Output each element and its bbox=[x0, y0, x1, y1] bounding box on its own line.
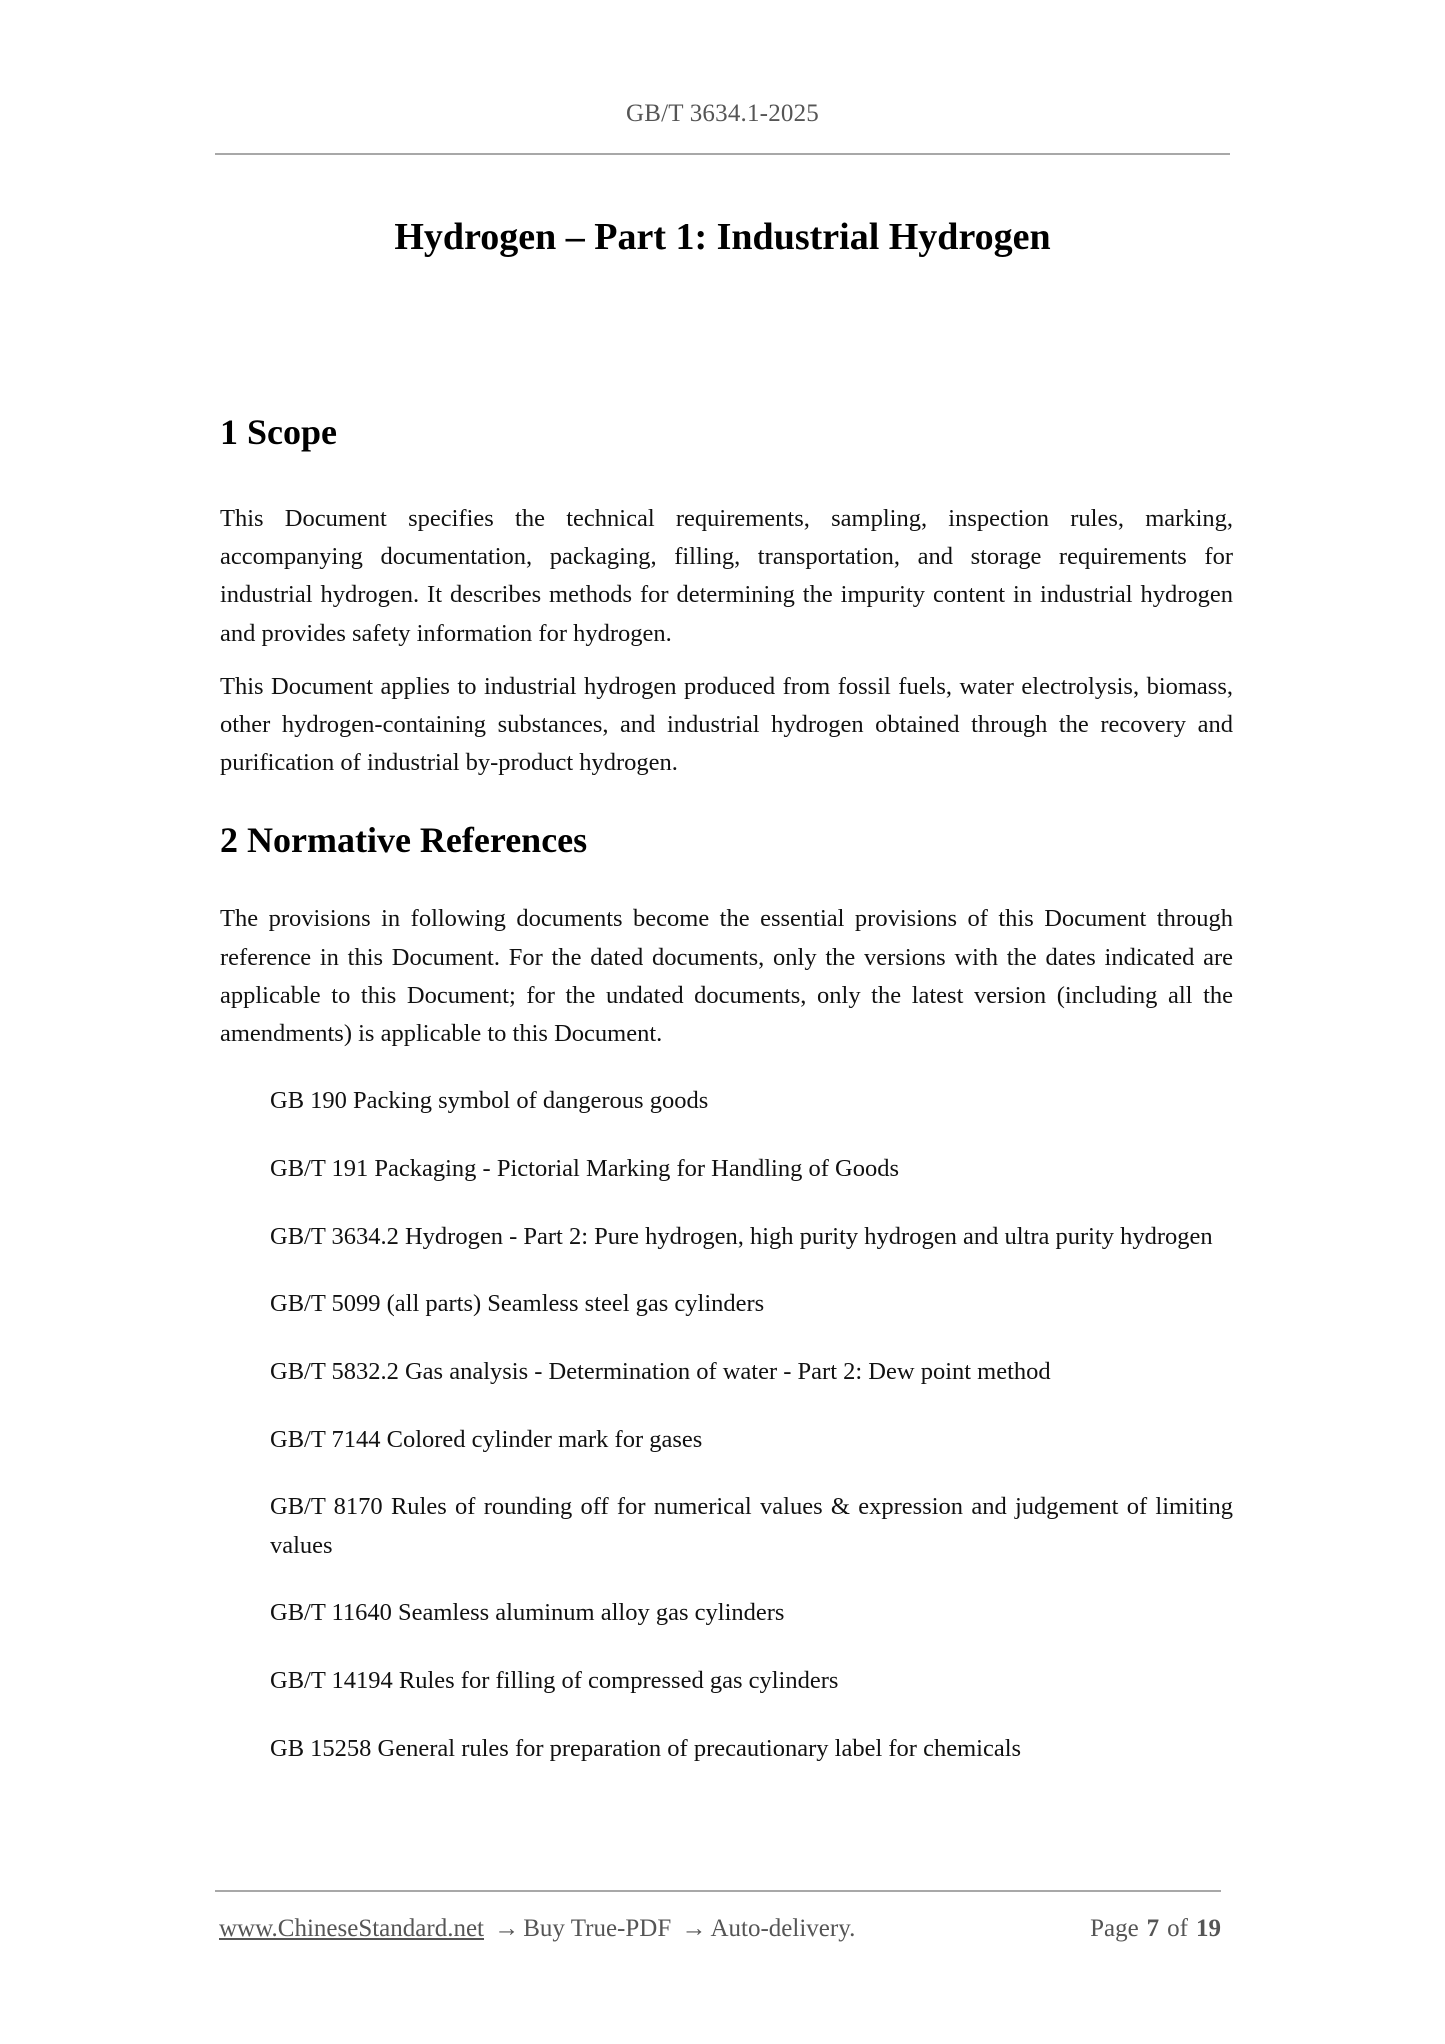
of-label: of bbox=[1167, 1915, 1188, 1942]
buy-true-pdf-text: Buy True-PDF bbox=[523, 1915, 672, 1942]
section-heading-normative-references: 2 Normative References bbox=[220, 820, 588, 861]
running-header: GB/T 3634.1-2025 bbox=[625, 100, 820, 127]
arrow-right-icon: → bbox=[681, 1915, 707, 1942]
normative-references-intro: The provisions in following documents become the essential provisions of this Document through reference in this Document. For the dated documents, only the versions with the dates indicated are applicable to this Document; for the undated documents, only the latest version (including all the amendments) is applicable to this Document. bbox=[220, 905, 1233, 1048]
chinesestandard-link[interactable]: www.ChineseStandard.net bbox=[219, 1915, 484, 1942]
page-number bbox=[1090, 1915, 1221, 1943]
reference-item: GB/T 5832.2 Gas analysis - Determination of water - Part 2: Dew point method bbox=[270, 1358, 1051, 1386]
reference-item: GB/T 11640 Seamless aluminum alloy gas cylinders bbox=[270, 1599, 785, 1627]
reference-item: GB/T 3634.2 Hydrogen - Part 2: Pure hydrogen, high purity hydrogen and ultra purity hydrogen bbox=[270, 1222, 1213, 1250]
document-body bbox=[220, 410, 1233, 1797]
page-label: Page bbox=[1090, 1915, 1139, 1942]
total-pages: 19 bbox=[1196, 1915, 1221, 1942]
footer-divider bbox=[215, 1890, 1221, 1892]
scope-paragraph-2: This Document applies to industrial hydrogen produced from fossil fuels, water electrolysis, biomass, other hydrogen-containing substances, and industrial hydrogen obtained through the recovery and purification of industrial by-product hydrogen. bbox=[220, 672, 1233, 777]
reference-item: GB/T 7144 Colored cylinder mark for gases bbox=[270, 1425, 703, 1453]
footer-promo bbox=[219, 1915, 855, 1943]
reference-item: GB 15258 General rules for preparation of precautionary label for chemicals bbox=[270, 1734, 1022, 1762]
auto-delivery-text: Auto-delivery. bbox=[710, 1915, 856, 1942]
reference-item: GB/T 14194 Rules for filling of compressed gas cylinders bbox=[270, 1667, 839, 1695]
current-page: 7 bbox=[1146, 1915, 1160, 1942]
scope-paragraph-1: This Document specifies the technical requirements, sampling, inspection rules, marking, accompanying documentation, packaging, filling, transportation, and storage requirements for industrial hydrogen. It describes methods for determining the impurity content in industrial hydrogen and provides safety information for hydrogen. bbox=[220, 505, 1233, 647]
section-heading-scope: 1 Scope bbox=[220, 412, 337, 452]
reference-item: GB/T 191 Packaging - Pictorial Marking for Handling of Goods bbox=[270, 1154, 899, 1182]
page-footer bbox=[219, 1915, 1221, 1955]
reference-item: GB/T 8170 Rules of rounding off for numerical values & expression and judgement of limiting values bbox=[270, 1493, 1233, 1559]
reference-item: GB/T 5099 (all parts) Seamless steel gas cylinders bbox=[270, 1290, 765, 1318]
reference-list bbox=[220, 1082, 1233, 1768]
arrow-right-icon: → bbox=[494, 1915, 520, 1942]
header-divider bbox=[215, 153, 1230, 155]
document-title: Hydrogen – Part 1: Industrial Hydrogen bbox=[394, 216, 1051, 258]
reference-item: GB 190 Packing symbol of dangerous goods bbox=[270, 1087, 709, 1115]
